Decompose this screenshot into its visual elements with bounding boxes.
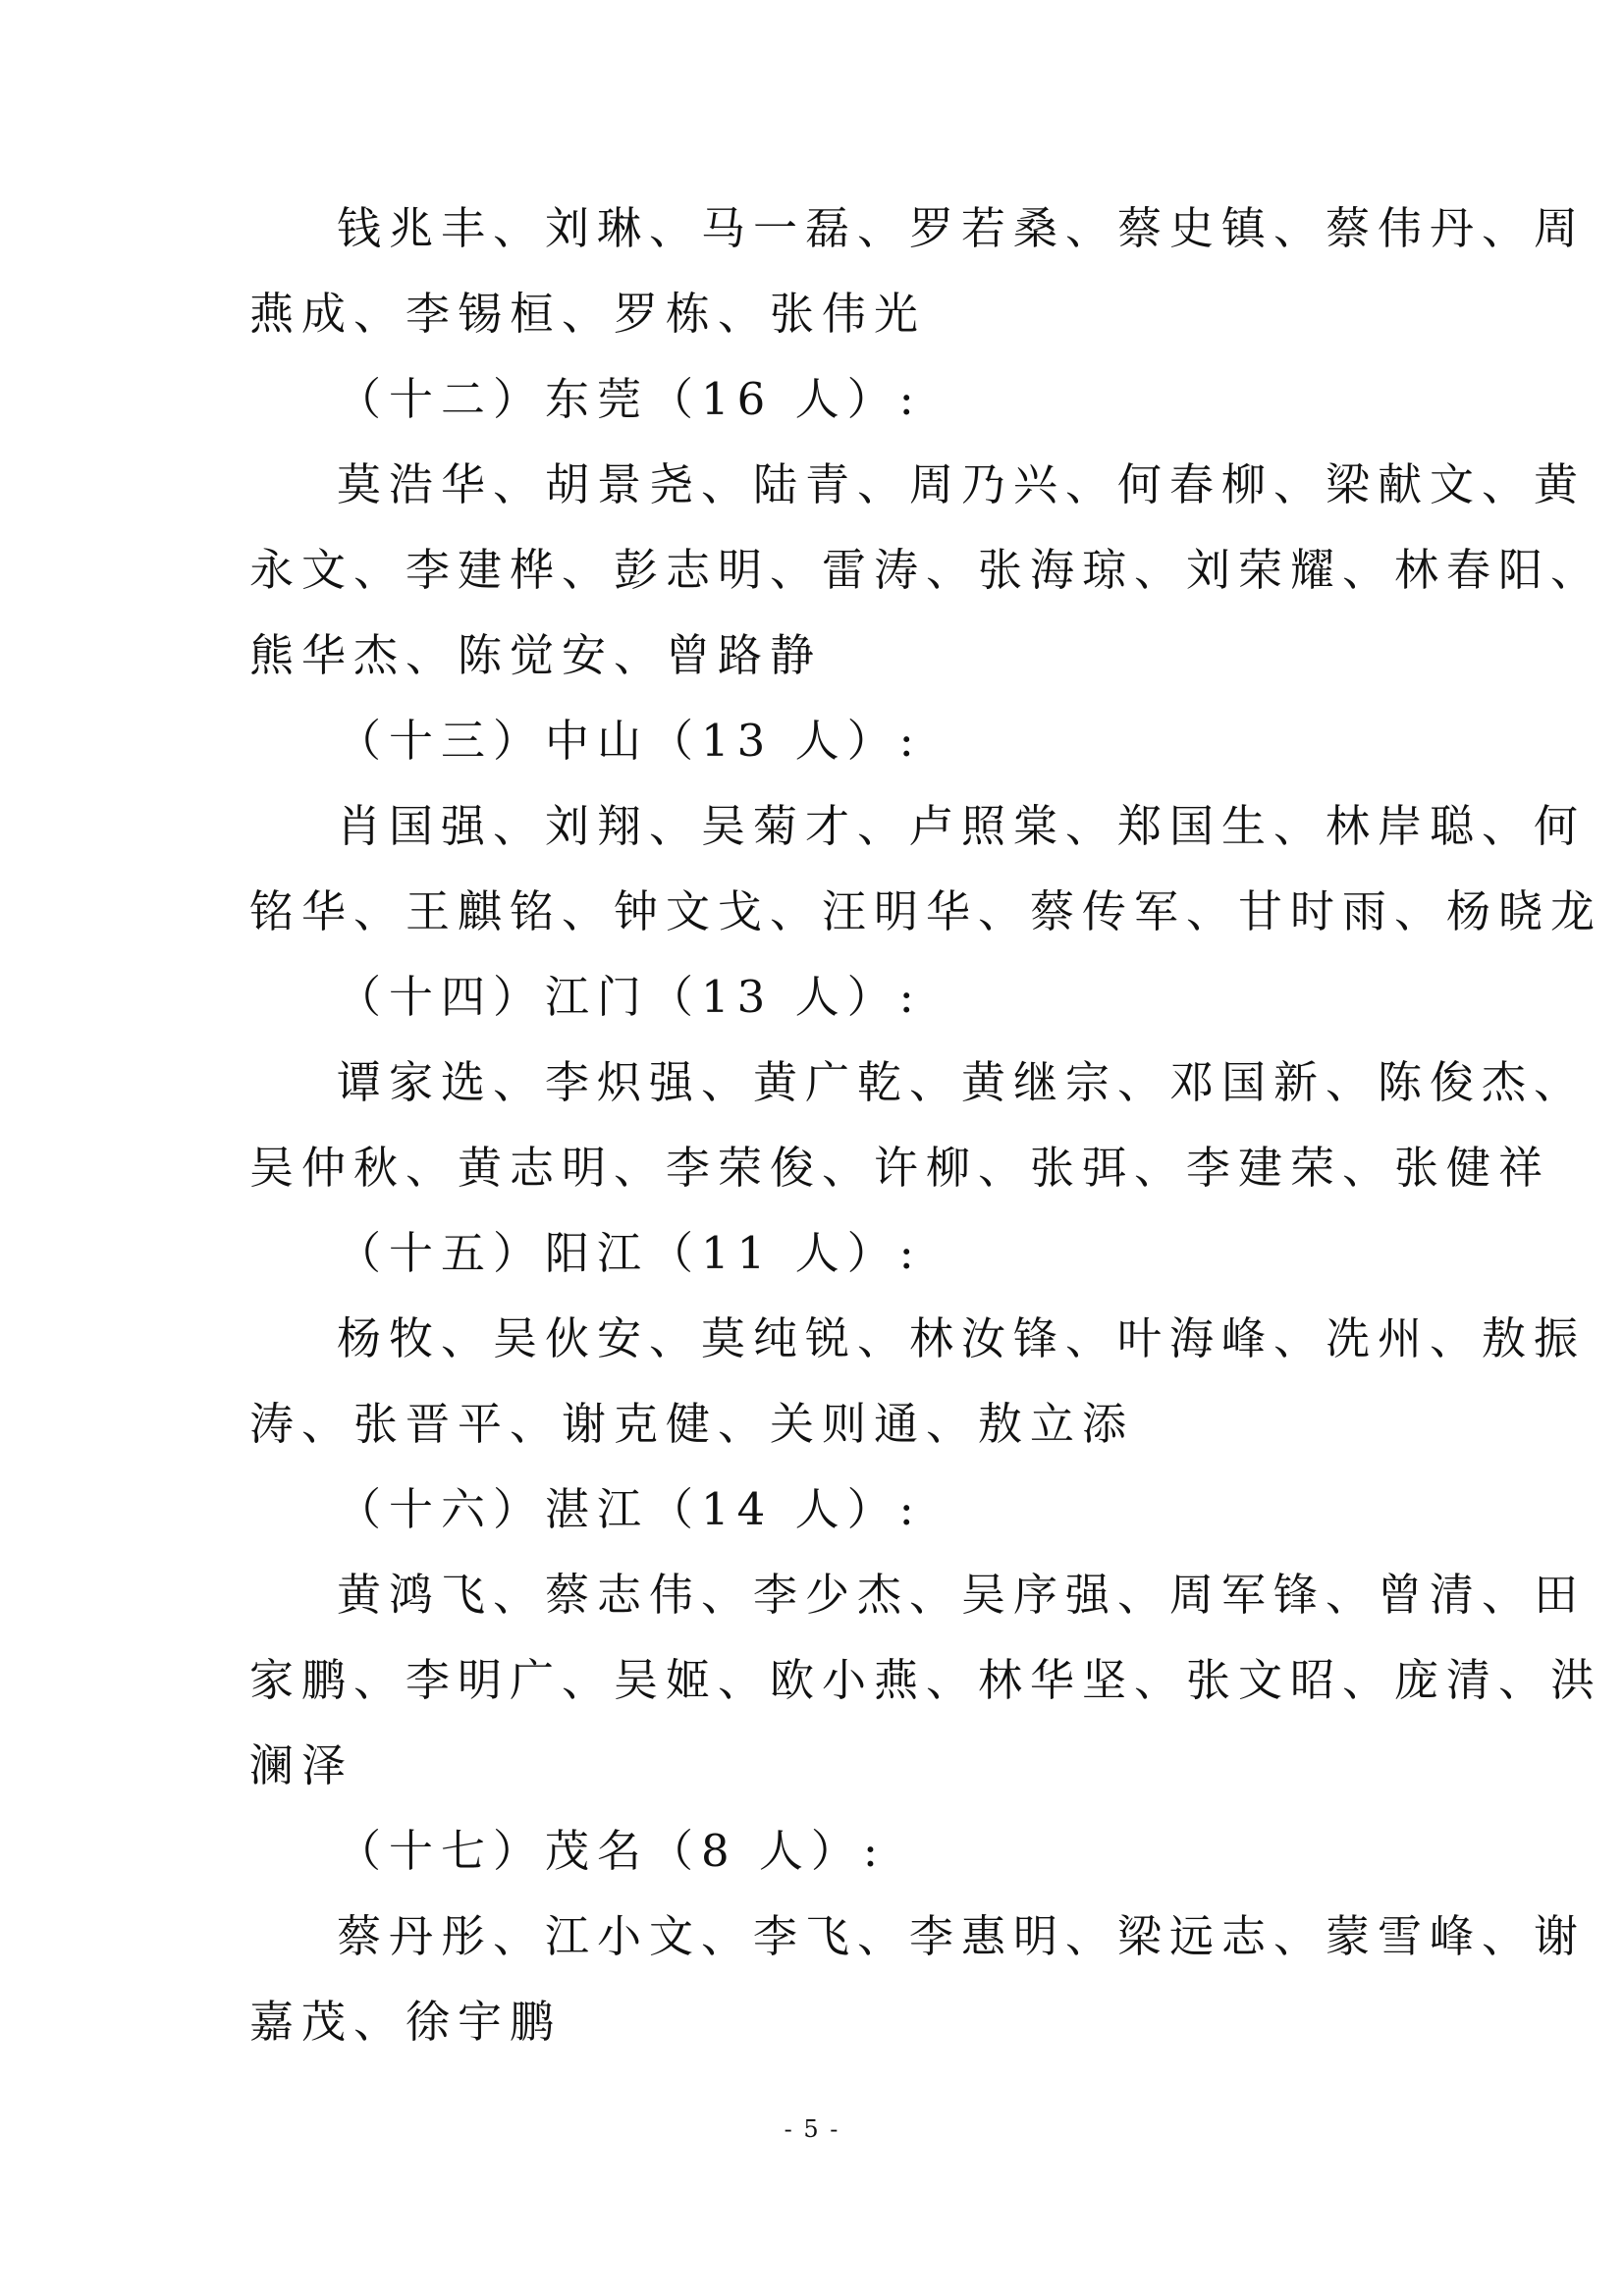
name-list-line: 蔡丹彤、江小文、李飞、李惠明、梁远志、蒙雪峰、谢 <box>337 1910 1587 1962</box>
name-list-line: 熊华杰、陈觉安、曾路静 <box>249 629 823 681</box>
name-list-line: 嘉茂、徐宇鹏 <box>249 1996 563 2048</box>
name-list-line: 铭华、王麒铭、钟文戈、汪明华、蔡传军、甘时雨、杨晓龙 <box>249 885 1603 937</box>
section-heading-yangjiang: （十五）阳江（11 人）: <box>337 1227 922 1279</box>
name-list-line: 吴仲秋、黄志明、李荣俊、许柳、张弭、李建荣、张健祥 <box>249 1142 1551 1194</box>
section-heading-jiangmen: （十四）江门（13 人）: <box>337 971 922 1023</box>
name-list-line: 涛、张晋平、谢克健、关则通、敖立添 <box>249 1398 1135 1450</box>
name-list-line: 莫浩华、胡景尧、陆青、周乃兴、何春柳、梁献文、黄 <box>337 458 1587 510</box>
name-list-line: 燕成、李锡桓、罗栋、张伟光 <box>249 288 927 340</box>
name-list-line: 杨牧、吴伙安、莫纯锐、林汝锋、叶海峰、冼州、敖振 <box>337 1312 1587 1364</box>
name-list-line: 肖国强、刘翔、吴菊才、卢照棠、郑国生、林岸聪、何 <box>337 800 1587 852</box>
section-heading-zhongshan: （十三）中山（13 人）: <box>337 715 922 767</box>
name-list-line: 黄鸿飞、蔡志伟、李少杰、吴序强、周军锋、曾清、田 <box>337 1569 1587 1621</box>
section-heading-zhanjiang: （十六）湛江（14 人）: <box>337 1483 922 1535</box>
section-heading-dongguan: （十二）东莞（16 人）: <box>337 373 922 425</box>
name-list-line: 钱兆丰、刘琳、马一磊、罗若桑、蔡史镇、蔡伟丹、周 <box>337 202 1587 254</box>
section-heading-maoming: （十七）茂名（8 人）: <box>337 1825 887 1877</box>
name-list-line: 澜泽 <box>249 1739 354 1791</box>
name-list-line: 永文、李建桦、彭志明、雷涛、张海琼、刘荣耀、林春阳、 <box>249 544 1603 596</box>
name-list-line: 谭家选、李炽强、黄广乾、黄继宗、邓国新、陈俊杰、 <box>337 1056 1587 1108</box>
name-list-line: 家鹏、李明广、吴姬、欧小燕、林华坚、张文昭、庞清、洪 <box>249 1654 1603 1706</box>
page-number: - 5 - <box>784 2115 840 2143</box>
